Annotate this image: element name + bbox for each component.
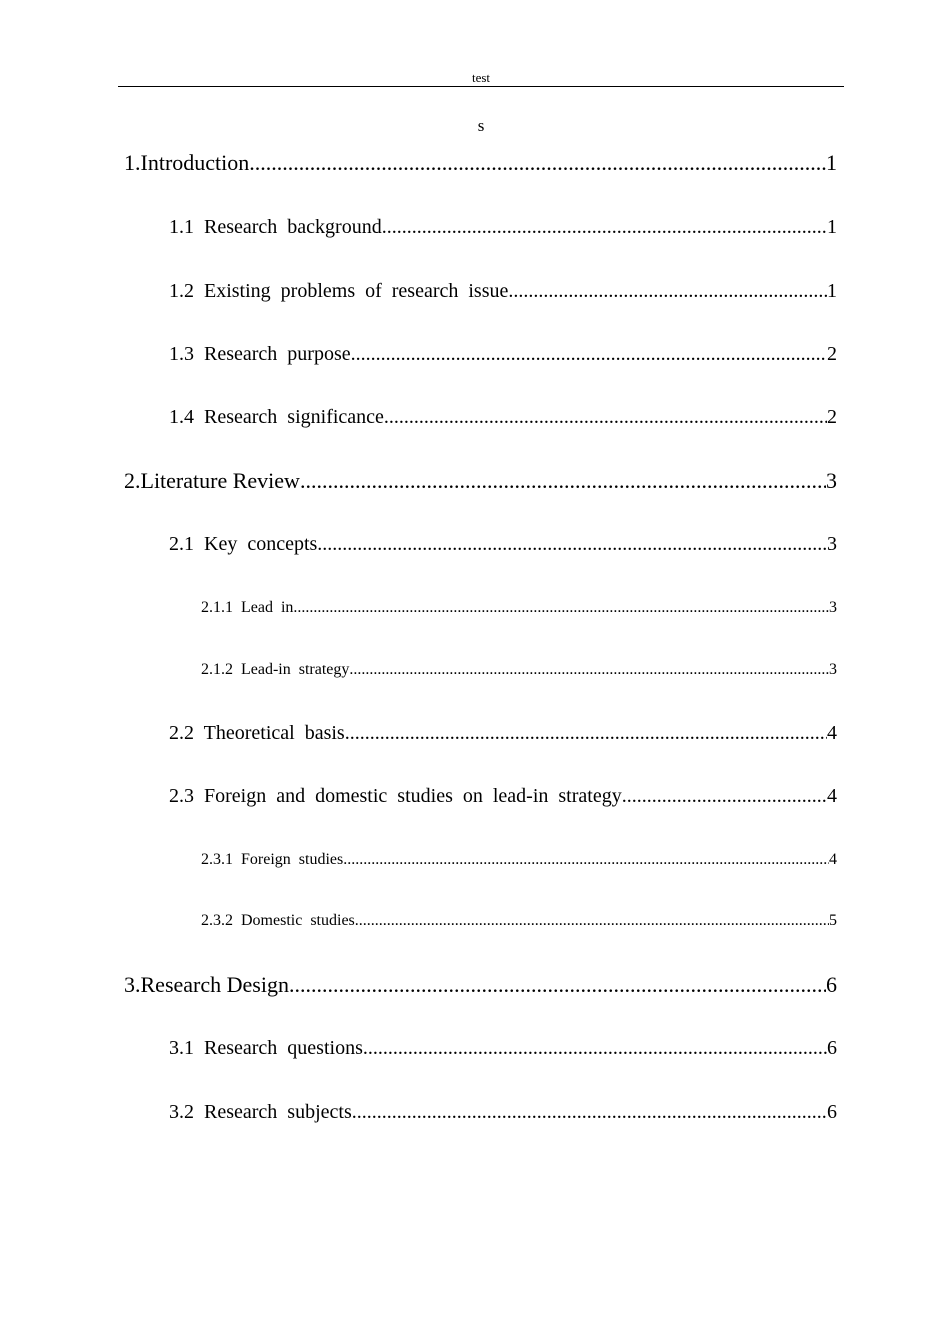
toc-entry-page: 6 (827, 1037, 837, 1059)
toc-entry-page: 6 (826, 972, 837, 997)
toc-entry-page: 1 (826, 150, 837, 175)
toc-entry-label: 2.1.1 Lead in (201, 599, 294, 616)
toc-entry-page: 1 (827, 280, 837, 302)
toc-entry-page: 4 (827, 722, 837, 744)
dot-leader (289, 971, 826, 999)
toc-entry-foreign-domestic-studies[interactable] (169, 783, 837, 809)
dot-leader (351, 341, 827, 367)
toc-entry-label: 3.1 Research questions (169, 1037, 363, 1059)
toc-entry-key-concepts[interactable] (169, 531, 837, 557)
toc-entry-label: 1.3 Research purpose (169, 343, 351, 365)
toc-entry-label: 2.3.1 Foreign studies (201, 851, 344, 868)
toc-entry-research-subjects[interactable] (169, 1099, 837, 1125)
toc-entry-domestic-studies[interactable] (201, 910, 837, 932)
dot-leader (352, 1099, 827, 1125)
toc-entry-foreign-studies[interactable] (201, 849, 837, 871)
toc-entry-label: 2.1.2 Lead-in strategy (201, 661, 350, 678)
toc-entry-label: 1.1 Research background (169, 216, 382, 238)
toc-entry-research-purpose[interactable] (169, 341, 837, 367)
toc-entry-label: 2.3.2 Domestic studies (201, 912, 355, 929)
toc-title: s (477, 116, 485, 135)
toc-entry-page: 4 (829, 851, 837, 868)
toc-entry-page: 3 (829, 661, 837, 678)
dot-leader (508, 278, 827, 304)
dot-leader (343, 849, 829, 871)
toc-entry-introduction[interactable] (124, 149, 837, 177)
toc-entry-label: 2.3 Foreign and domestic studies on lead-in strategy (169, 785, 622, 807)
toc-entry-label: 1.Introduction (124, 150, 250, 175)
dot-leader (293, 597, 829, 619)
dot-leader (382, 214, 827, 240)
dot-leader (300, 467, 826, 495)
toc-entry-label: 2.Literature Review (124, 468, 300, 493)
toc-entry-page: 3 (826, 468, 837, 493)
toc-entry-page: 6 (827, 1101, 837, 1123)
toc-entry-literature-review[interactable] (124, 467, 837, 495)
dot-leader (363, 1035, 827, 1061)
toc-entry-label: 1.4 Research significance (169, 406, 384, 428)
toc-entry-page: 2 (827, 343, 837, 365)
toc-entry-research-questions[interactable] (169, 1035, 837, 1061)
toc-entry-page: 3 (827, 533, 837, 555)
toc-entry-page: 2 (827, 406, 837, 428)
toc-entry-lead-in-strategy[interactable] (201, 659, 837, 681)
toc-entry-research-design[interactable] (124, 971, 837, 999)
toc-entry-page: 3 (829, 599, 837, 616)
dot-leader (384, 404, 827, 430)
toc-entry-research-significance[interactable] (169, 404, 837, 430)
toc-entry-label: 1.2 Existing problems of research issue (169, 280, 509, 302)
toc-entry-label: 3.2 Research subjects (169, 1101, 352, 1123)
toc-entry-page: 4 (827, 785, 837, 807)
dot-leader (622, 783, 827, 809)
page-header: test (471, 70, 491, 85)
toc-entry-page: 5 (829, 912, 837, 929)
toc-entry-label: 2.2 Theoretical basis (169, 722, 345, 744)
toc-entry-research-background[interactable] (169, 214, 837, 240)
dot-leader (355, 910, 829, 932)
toc-entry-theoretical-basis[interactable] (169, 720, 837, 746)
header-divider (118, 86, 844, 87)
toc-entry-existing-problems[interactable] (169, 278, 837, 304)
toc-entry-page: 1 (827, 216, 837, 238)
dot-leader (349, 659, 829, 681)
toc-entry-label: 3.Research Design (124, 972, 289, 997)
toc-entry-lead-in[interactable] (201, 597, 837, 619)
dot-leader (317, 531, 827, 557)
dot-leader (345, 720, 827, 746)
dot-leader (249, 149, 826, 177)
toc-entry-label: 2.1 Key concepts (169, 533, 318, 555)
